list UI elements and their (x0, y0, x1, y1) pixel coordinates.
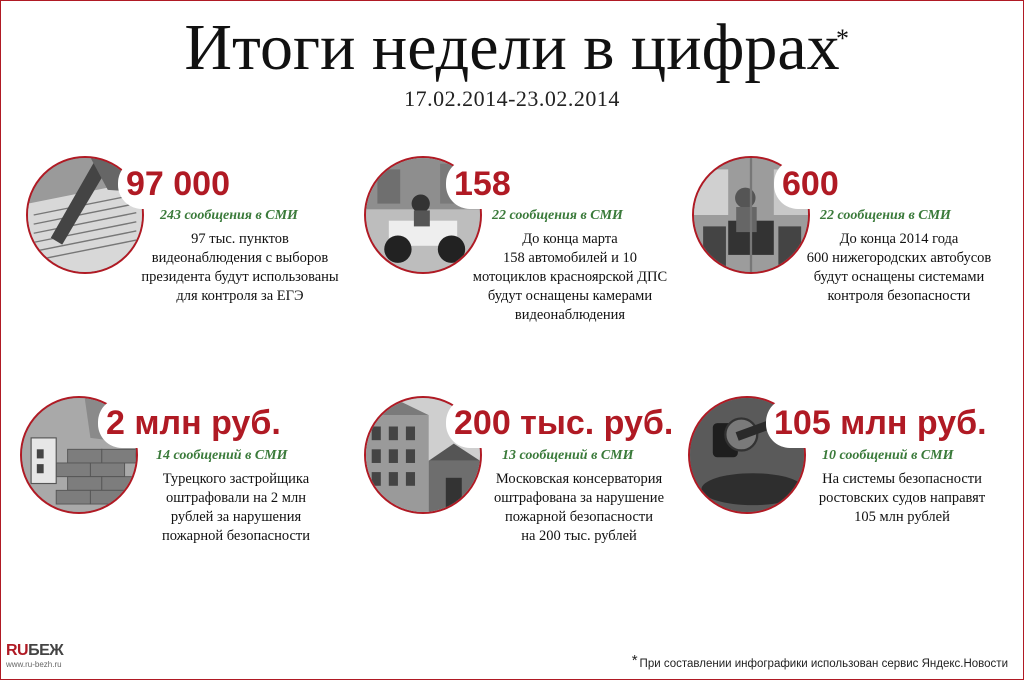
item-3-line: будут оснащены системами (813, 269, 985, 285)
item-6-description (796, 470, 1008, 527)
item-4-line: пожарной безопасности (162, 528, 310, 544)
item-3-description (790, 230, 1008, 306)
item-6-line: 105 млн рублей (854, 509, 950, 525)
logo-url: www.ru-bezh.ru (6, 660, 62, 669)
item-1-smi-count: 243 сообщения в СМИ (160, 208, 298, 223)
item-6-line: ростовских судов направят (818, 490, 986, 506)
rubezh-logo (6, 642, 68, 674)
item-2-line: видеонаблюдения (514, 307, 626, 323)
item-4-description (126, 470, 346, 546)
item-1-figure: 97 000 (118, 159, 240, 209)
item-2-smi-count: 22 сообщения в СМИ (492, 208, 623, 223)
item-4-line: рублей за нарушения (170, 509, 302, 525)
item-2-line: До конца марта (522, 231, 618, 247)
item-2-description (470, 230, 670, 325)
footnote-text: При составлении инфографики использован сервис Яндекс.Новости (639, 658, 1008, 670)
item-4-figure: 2 млн руб. (98, 398, 291, 448)
item-5-figure: 200 тыс. руб. (446, 398, 683, 448)
item-2-line: мотоциклов красноярской ДПС (472, 269, 668, 285)
title-footnote-star: * (836, 24, 849, 53)
item-3-figure: 600 (774, 159, 849, 209)
logo-text-right: БЕЖ (28, 642, 64, 659)
logo-text-left: RU (6, 642, 29, 659)
page-title (0, 10, 1024, 86)
item-4-line: оштрафовали на 2 млн (166, 490, 306, 506)
item-1-line: 97 тыс. пунктов (191, 231, 289, 247)
item-3-smi-count: 22 сообщения в СМИ (820, 208, 951, 223)
item-3-line: 600 нижегородских автобусов (806, 250, 992, 266)
item-4-line: Турецкого застройщика (162, 471, 310, 487)
item-5-smi-count: 13 сообщений в СМИ (502, 448, 634, 463)
item-1-line: видеонаблюдения с выборов (151, 250, 329, 266)
item-3-line: контроля безопасности (827, 288, 971, 304)
item-5-line: Московская консерватория (495, 471, 663, 487)
item-5-line: оштрафована за нарушение (493, 490, 665, 506)
footnote-star: * (631, 652, 638, 669)
item-1-line: для контроля за ЕГЭ (176, 288, 304, 304)
item-5-line: на 200 тыс. рублей (521, 528, 637, 544)
item-2-figure: 158 (446, 159, 521, 209)
item-1-description (120, 230, 360, 306)
item-3-line: До конца 2014 года (839, 231, 959, 247)
logo-wordmark (6, 642, 68, 660)
item-6-line: На системы безопасности (822, 471, 982, 487)
title-text: Итоги недели в цифрах (184, 11, 840, 84)
item-6-smi-count: 10 сообщений в СМИ (822, 448, 954, 463)
date-range: 17.02.2014-23.02.2014 (404, 86, 620, 111)
item-5-description (472, 470, 686, 546)
item-5-line: пожарной безопасности (505, 509, 653, 525)
item-2-line: будут оснащены камерами (487, 288, 653, 304)
item-4-smi-count: 14 сообщений в СМИ (156, 448, 288, 463)
item-2-line: 158 автомобилей и 10 (503, 250, 637, 266)
item-6-figure: 105 млн руб. (766, 398, 997, 448)
footnote (632, 652, 1008, 670)
item-1-line: президента будут использованы (141, 269, 339, 285)
